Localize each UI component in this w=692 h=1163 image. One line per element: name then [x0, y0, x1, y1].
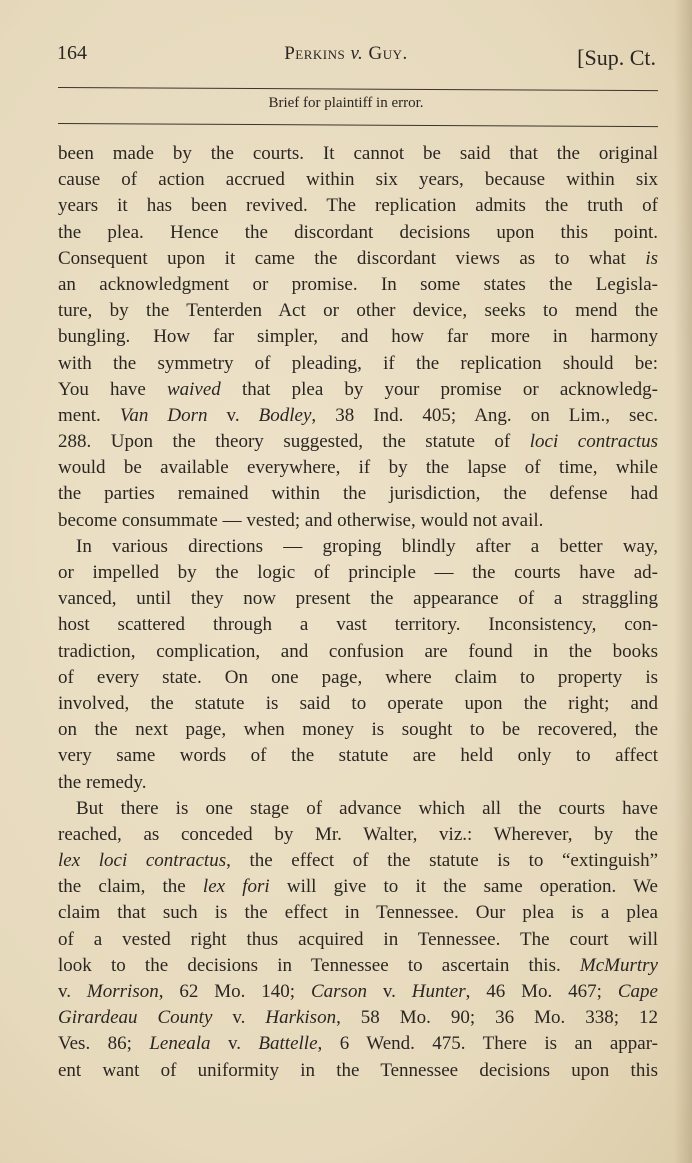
text-segment: , the effect of the statute is to “extinguish” [226, 850, 658, 872]
text-line [58, 1005, 658, 1031]
text-line [58, 874, 658, 900]
italic-text: McMurtry [579, 954, 658, 976]
text-line [58, 429, 658, 455]
running-head-defendant: Guy. [368, 43, 408, 64]
text-segment: of every state. On one page, where claim to property is [58, 666, 658, 688]
text-segment: would be available everywhere, if by the lapse of time, while [58, 457, 658, 479]
text-segment: vanced, until they now present the appearance of a straggling [58, 588, 658, 610]
text-line [58, 743, 658, 769]
text-segment: In various directions — groping blindly after a better way, [76, 535, 658, 557]
text-segment: v. [58, 981, 87, 1002]
text-line [58, 586, 658, 612]
text-line [58, 691, 658, 717]
text-segment: on the next page, when money is sought to be recovered, the [58, 719, 658, 741]
text-segment: ture, by the Tenterden Act or other device, seeks to mend the [58, 300, 658, 322]
text-segment: look to the decisions in Tennessee to ascertain this. [58, 954, 580, 976]
italic-text: lex fori [202, 876, 270, 898]
text-line [58, 639, 658, 665]
text-line [58, 141, 658, 167]
italic-text: Cape [617, 981, 658, 1002]
text-segment: reached, as conceded by Mr. Walter, viz.: Wherever, by the [58, 823, 658, 845]
text-line [58, 193, 658, 219]
italic-text: Leneala [149, 1033, 211, 1055]
text-segment: v. [366, 981, 412, 1002]
text-segment: with the symmetry of pleading, if the replication should be: [58, 352, 658, 374]
text-line [58, 481, 658, 507]
subheading: Brief for plaintiff in error. [268, 95, 424, 111]
text-segment: 288. Upon the theory suggested, the statute of [58, 431, 530, 453]
text-segment: cause of action accrued within six years, because within six [58, 169, 658, 191]
text-line [58, 1031, 658, 1057]
page-edge-shadow [674, 0, 692, 1163]
text-segment: an acknowledgment or promise. In some states the Legisla- [58, 273, 658, 295]
text-segment: will give to it the same operation. We [269, 876, 658, 898]
text-segment: , 38 Ind. 405; Ang. on Lim., sec. [311, 404, 659, 426]
text-segment: the claim, the [58, 876, 203, 898]
text-line [58, 717, 658, 743]
italic-text: Van Dorn [119, 404, 208, 426]
text-segment: v. [212, 1007, 266, 1029]
text-line [58, 167, 658, 193]
text-line [58, 953, 658, 979]
text-segment: or impelled by the logic of principle — the courts have ad- [58, 562, 658, 583]
text-line [58, 796, 658, 822]
text-line [58, 403, 658, 429]
text-line [58, 220, 658, 246]
text-segment: bungling. How far simpler, and how far more in harmony [58, 326, 658, 348]
text-line [58, 534, 658, 560]
text-segment: , 46 Mo. 467; [465, 981, 618, 1002]
text-line [58, 351, 658, 377]
text-segment: that plea by your promise or acknowledg- [220, 378, 658, 400]
italic-text: Bodley [258, 404, 312, 426]
text-segment: tradiction, complication, and confusion are found in the books [58, 640, 658, 662]
text-line [58, 848, 658, 874]
text-line [58, 377, 658, 403]
italic-text: lex loci contractus [58, 850, 227, 872]
text-line [58, 665, 658, 691]
italic-text: Girardeau County [58, 1007, 213, 1029]
text-segment: years it has been revived. The replication admits the truth of [58, 195, 658, 217]
text-line [58, 770, 658, 796]
text-segment: v. [210, 1033, 259, 1055]
text-segment: been made by the courts. It cannot be said that the original [58, 143, 658, 164]
body-text [58, 141, 658, 1084]
text-line [58, 979, 658, 1005]
text-segment: host scattered through a vast territory. Inconsistency, con- [58, 614, 658, 636]
italic-text: waived [166, 378, 221, 400]
italic-text: Harkison [265, 1007, 337, 1029]
text-line [58, 927, 658, 953]
text-line [58, 324, 658, 350]
text-line [58, 1058, 658, 1084]
text-line [58, 822, 658, 848]
text-segment: ment. [58, 404, 120, 426]
text-segment: the parties remained within the jurisdiction, the defense had [58, 483, 658, 505]
text-segment: the remedy. [58, 771, 147, 793]
text-line [58, 455, 658, 481]
text-segment: , 62 Mo. 140; [158, 981, 311, 1002]
italic-text: loci contractus [529, 431, 658, 453]
text-segment: Consequent upon it came the discordant views as to what [58, 247, 646, 269]
text-segment: Ves. 86; [58, 1033, 150, 1055]
text-segment: , 6 Wend. 475. There is an appar- [317, 1033, 658, 1055]
text-line [58, 298, 658, 324]
running-head-plaintiff: Perkins [284, 43, 346, 64]
text-segment: very same words of the statute are held only to affect [58, 745, 658, 767]
italic-text: Battelle [258, 1033, 318, 1055]
italic-text: is [645, 247, 658, 269]
text-segment: the plea. Hence the discordant decisions upon this point. [58, 221, 658, 243]
text-segment: claim that such is the effect in Tennessee. Our plea is a plea [58, 902, 658, 924]
text-line [58, 612, 658, 638]
court-label: [Sup. Ct. [577, 45, 656, 70]
page-number: 164 [57, 42, 87, 64]
running-head-versus: v. [350, 43, 364, 64]
text-segment: become consummate — vested; and otherwise, would not avail. [58, 509, 544, 531]
text-segment: , 58 Mo. 90; 36 Mo. 338; 12 [336, 1007, 658, 1029]
text-line [58, 272, 658, 298]
text-segment: involved, the statute is said to operate upon the right; and [58, 692, 658, 714]
text-segment: ent want of uniformity in the Tennessee decisions upon this [58, 1059, 658, 1081]
text-segment: But there is one stage of advance which all the courts have [76, 797, 658, 819]
italic-text: Morrison [86, 981, 159, 1002]
text-line [58, 560, 658, 586]
text-segment: v. [207, 404, 259, 426]
text-line [58, 900, 658, 926]
italic-text: Carson [310, 981, 367, 1002]
italic-text: Hunter [411, 981, 466, 1002]
text-line [58, 246, 658, 272]
text-segment: You have [58, 378, 167, 400]
text-line [58, 508, 658, 534]
text-segment: of a vested right thus acquired in Tennessee. The court will [58, 928, 658, 950]
